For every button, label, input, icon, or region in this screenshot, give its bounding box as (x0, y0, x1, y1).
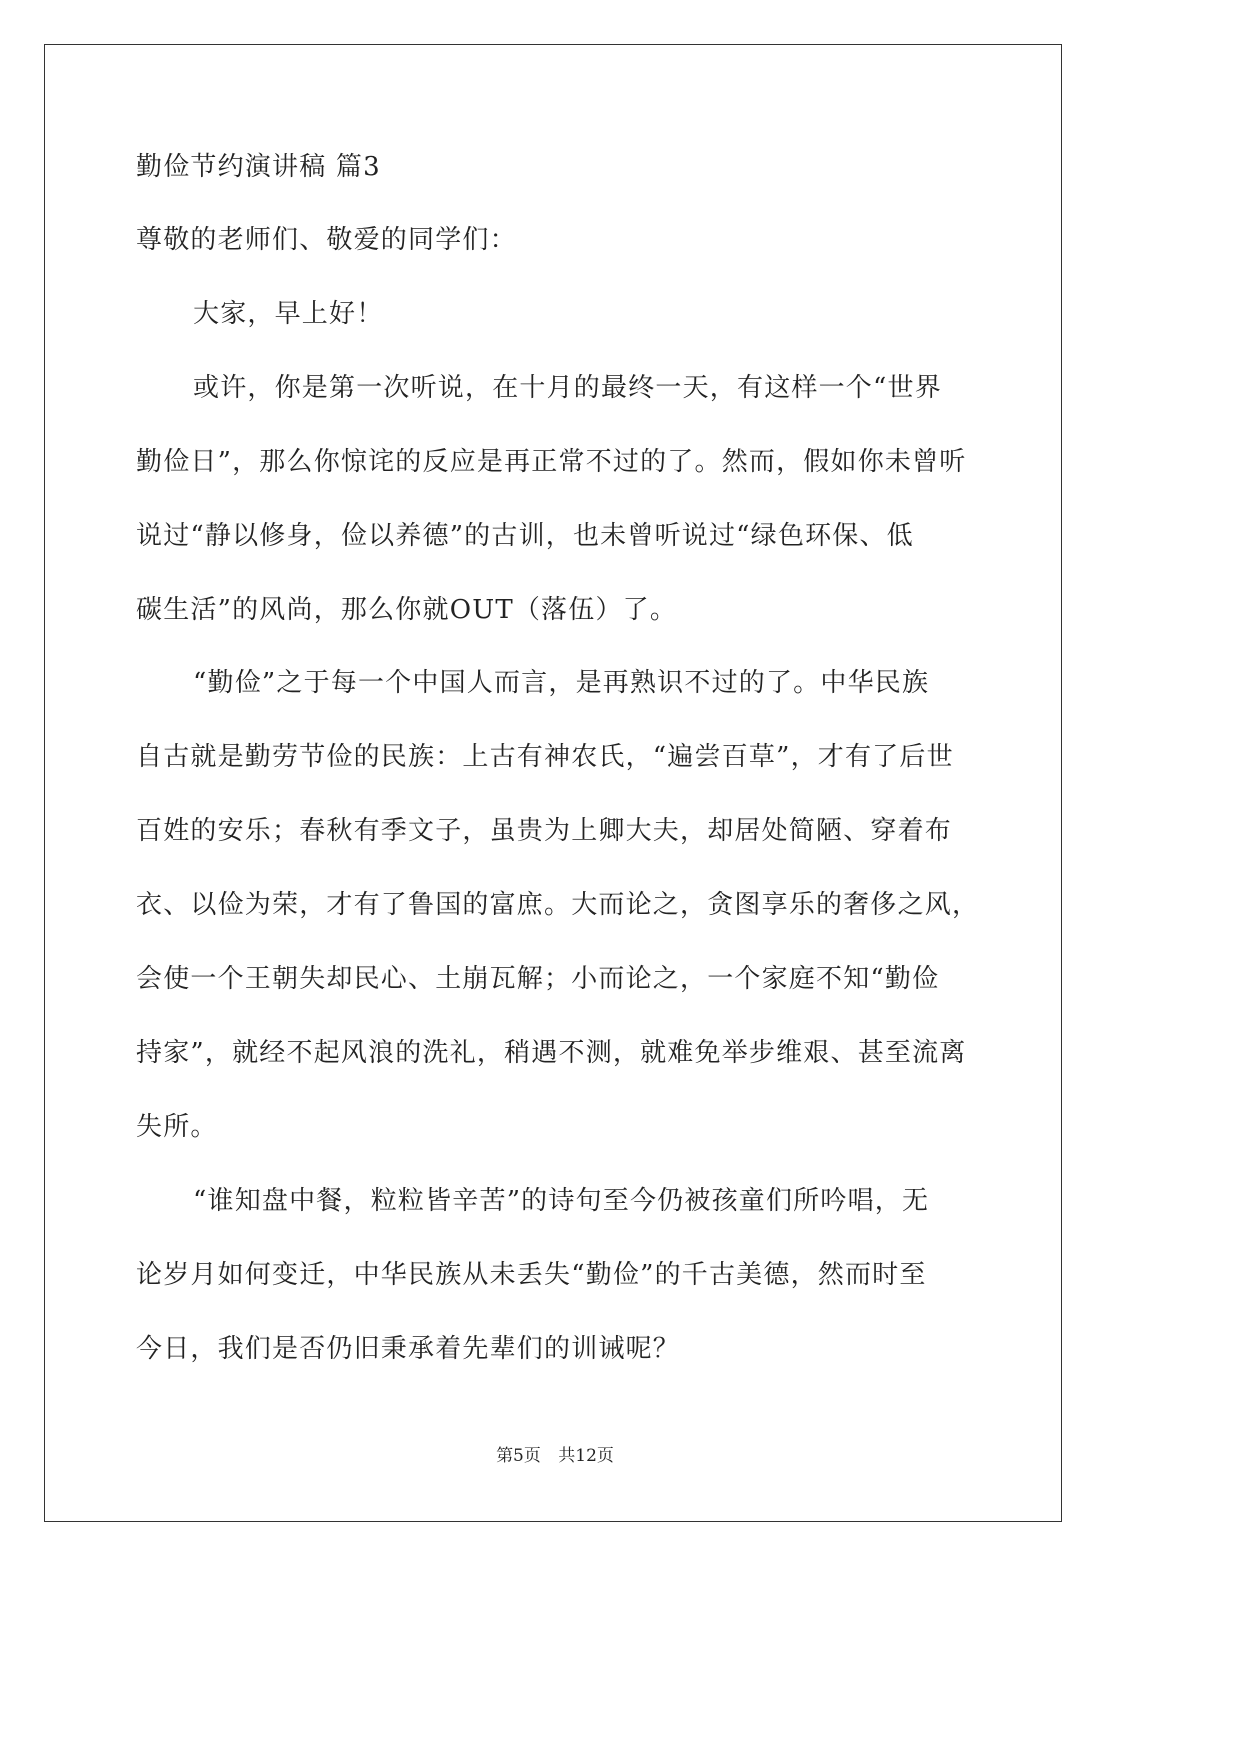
paragraph-line: “勤俭”之于每一个中国人而言，是再熟识不过的了。中华民族 (193, 668, 930, 698)
page-number: 第5页 (496, 1446, 541, 1466)
page-footer (0, 1446, 1110, 1466)
page-border (44, 44, 1062, 1522)
paragraph-line: 持家”，就经不起风浪的洗礼，稍遇不测，就难免举步维艰、甚至流离 (136, 1038, 967, 1068)
paragraph-line: 会使一个王朝失却民心、土崩瓦解；小而论之，一个家庭不知“勤俭 (136, 964, 940, 994)
page-total: 共12页 (558, 1446, 614, 1466)
paragraph-line: 论岁月如何变迁，中华民族从未丢失“勤俭”的千古美德，然而时至 (136, 1260, 927, 1290)
paragraph-line: 今日，我们是否仍旧秉承着先辈们的训诫呢？ (136, 1334, 681, 1364)
paragraph-line: 自古就是勤劳节俭的民族：上古有神农氏，“遍尝百草”，才有了后世 (136, 742, 954, 772)
paragraph-line: 衣、以俭为荣，才有了鲁国的富庶。大而论之，贪图享乐的奢侈之风， (136, 890, 980, 920)
paragraph-line: 或许，你是第一次听说，在十月的最终一天，有这样一个“世界 (193, 373, 942, 403)
paragraph-line: 勤俭日”，那么你惊诧的反应是再正常不过的了。然而，假如你未曾听 (136, 447, 967, 477)
paragraph-line: 失所。 (136, 1112, 218, 1142)
paragraph-line: 碳生活”的风尚，那么你就OUT（落伍）了。 (136, 595, 678, 625)
paragraph-line: 百姓的安乐；春秋有季文子，虽贵为上卿大夫，却居处简陋、穿着布 (136, 816, 953, 846)
paragraph-line: “谁知盘中餐，粒粒皆辛苦”的诗句至今仍被孩童们所吟唱，无 (193, 1186, 930, 1216)
document-title: 勤俭节约演讲稿 篇3 (136, 152, 381, 182)
greeting: 尊敬的老师们、敬爱的同学们： (136, 225, 517, 255)
paragraph-line: 大家，早上好！ (193, 299, 384, 329)
paragraph-line: 说过“静以修身，俭以养德”的古训，也未曾听说过“绿色环保、低 (136, 521, 914, 551)
